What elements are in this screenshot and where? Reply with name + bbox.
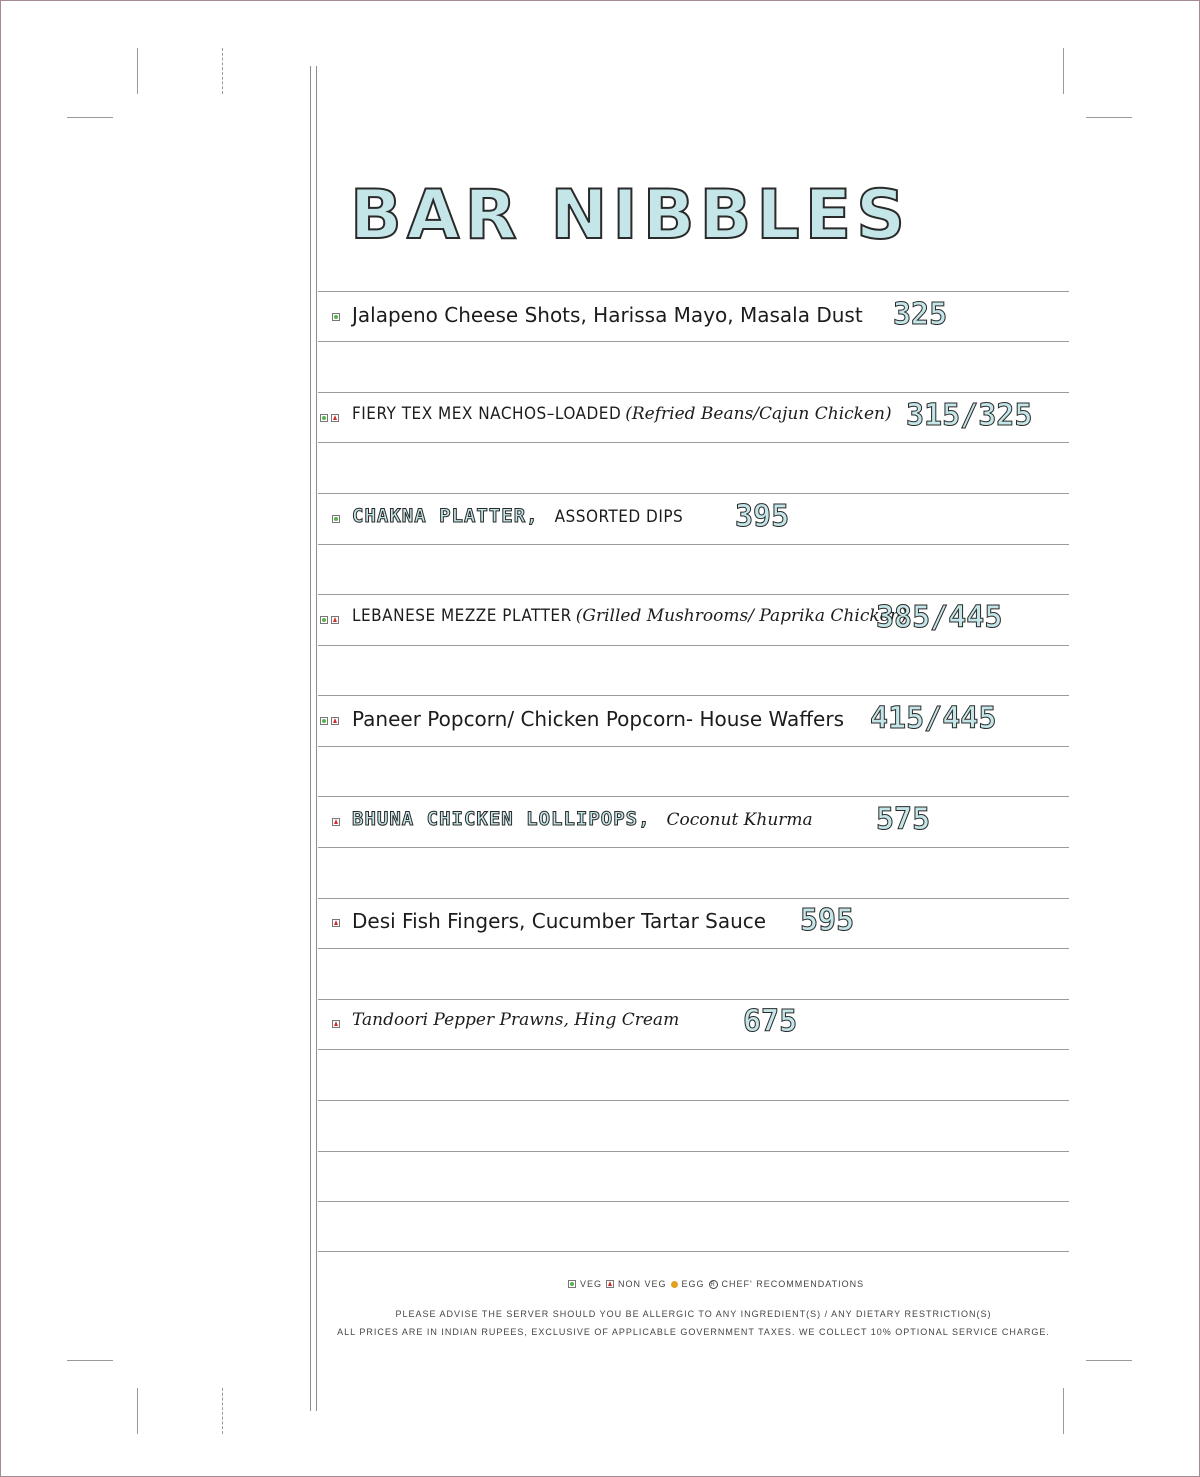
ruled-line: [318, 645, 1069, 646]
ruled-line: [318, 948, 1069, 949]
crop-mark: [67, 1360, 113, 1361]
item-name: [352, 909, 766, 933]
item-name: [352, 404, 892, 424]
item-description: (Grilled Mushrooms/ Paprika Chicken): [575, 606, 908, 626]
item-price: 315/325: [906, 398, 1033, 433]
ruled-line: [318, 847, 1069, 848]
veg-icon: [320, 414, 328, 422]
item-description: ASSORTED DIPS: [554, 507, 684, 527]
item-name: [352, 707, 844, 731]
ruled-line: [318, 1100, 1069, 1101]
crop-mark: [1063, 1388, 1064, 1434]
nonveg-icon: [331, 717, 339, 725]
ruled-line: [318, 544, 1069, 545]
diet-marks: [332, 515, 340, 523]
ruled-line: [318, 1201, 1069, 1202]
crop-mark: [137, 48, 138, 94]
ruled-line: [318, 1151, 1069, 1152]
item-price: 575: [876, 802, 931, 837]
veg-icon: [320, 616, 328, 624]
item-price: 415/445: [870, 701, 997, 736]
menu-item: [318, 797, 1069, 847]
item-price: 595: [800, 903, 855, 938]
item-description: (Refried Beans/Cajun Chicken): [625, 404, 892, 424]
legend-egg: EGG: [681, 1279, 705, 1289]
menu-item: [318, 494, 1069, 544]
menu-item: [318, 292, 1069, 342]
crop-mark: [222, 1388, 223, 1434]
nonveg-icon: [332, 919, 340, 927]
allergy-note: PLEASE ADVISE THE SERVER SHOULD YOU BE ALLERGIC TO ANY INGREDIENT(S) / ANY DIETARY RESTRICTION(S): [395, 1309, 992, 1319]
nonveg-icon: [331, 414, 339, 422]
veg-icon: [332, 515, 340, 523]
item-name: [352, 606, 907, 626]
ruled-line: [318, 746, 1069, 747]
item-title: Jalapeno Cheese Shots, Harissa Mayo, Masala Dust: [352, 303, 863, 327]
crop-mark: [1086, 117, 1132, 118]
diet-marks: [320, 616, 339, 624]
margin-line: [310, 66, 311, 1411]
menu-item: [318, 393, 1069, 443]
crop-mark: [137, 1388, 138, 1434]
menu-item: [318, 898, 1069, 948]
item-title: Desi Fish Fingers, Cucumber Tartar Sauce: [352, 909, 767, 933]
diet-marks: [332, 313, 340, 321]
legend: [568, 1279, 864, 1289]
nonveg-icon: [332, 1020, 340, 1028]
legend-chef: CHEF' RECOMMENDATIONS: [721, 1279, 865, 1289]
nonveg-icon: [331, 616, 339, 624]
item-price: 385/445: [876, 600, 1003, 635]
nonveg-icon: [332, 818, 340, 826]
crop-mark: [1063, 48, 1064, 94]
item-price: 325: [893, 297, 948, 332]
diet-marks: [320, 414, 339, 422]
nonveg-icon: [606, 1280, 614, 1288]
item-name: [352, 303, 863, 327]
item-title: Paneer Popcorn/ Chicken Popcorn- House Waffers: [352, 707, 844, 731]
legend-nonveg: NON VEG: [618, 1279, 667, 1289]
veg-icon: [332, 313, 340, 321]
veg-icon: [320, 717, 328, 725]
item-price: 395: [735, 499, 790, 534]
veg-icon: [568, 1280, 576, 1288]
diet-marks: [332, 919, 340, 927]
item-title: LEBANESE MEZZE PLATTER: [352, 606, 572, 626]
item-name: [352, 808, 813, 830]
crop-mark: [222, 48, 223, 94]
menu-item: [318, 696, 1069, 746]
menu-item: [318, 999, 1069, 1049]
diet-marks: [332, 1020, 340, 1028]
item-title: CHAKNA PLATTER,: [352, 505, 539, 527]
margin-line: [316, 66, 317, 1411]
diet-marks: [320, 717, 339, 725]
ruled-line: [318, 1251, 1069, 1252]
crop-mark: [1086, 1360, 1132, 1361]
item-price: 675: [743, 1004, 798, 1039]
item-title: BHUNA CHICKEN LOLLIPOPS,: [352, 808, 651, 830]
pricing-note: ALL PRICES ARE IN INDIAN RUPEES, EXCLUSIVE OF APPLICABLE GOVERNMENT TAXES. WE COLLECT 10% OPTIONAL SERVICE CHARGE.: [337, 1327, 1050, 1337]
page-title: BAR NIBBLES: [350, 176, 911, 255]
menu-item: [318, 595, 1069, 645]
chef-icon: R: [710, 1281, 716, 1288]
item-description: Coconut Khurma: [666, 810, 813, 830]
egg-icon: [671, 1281, 678, 1288]
diet-marks: [332, 818, 340, 826]
item-name: [352, 505, 683, 527]
item-title: Tandoori Pepper Prawns, Hing Cream: [352, 1010, 680, 1030]
crop-mark: [67, 117, 113, 118]
item-name: [352, 1010, 679, 1030]
ruled-line: [318, 1049, 1069, 1050]
item-title: FIERY TEX MEX NACHOS–LOADED: [352, 404, 622, 424]
legend-veg: VEG: [580, 1279, 603, 1289]
